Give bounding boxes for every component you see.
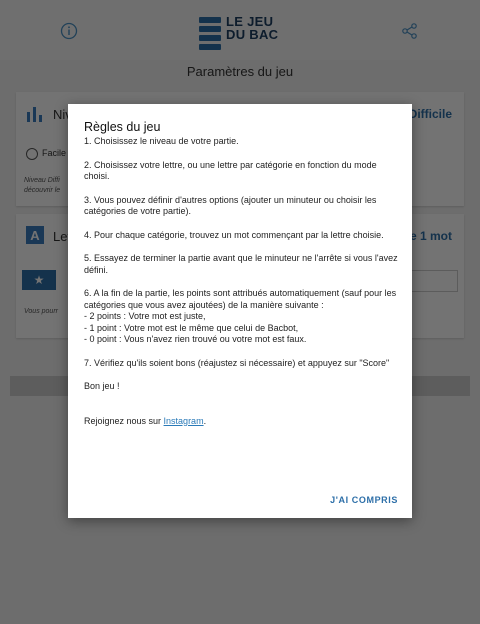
rule-2: 2. Choisissez votre lettre, ou une lettre par catégorie en fonction du mode choisi. xyxy=(84,159,377,181)
dialog-title: Règles du jeu xyxy=(84,120,161,134)
understood-button[interactable]: J'AI COMPRIS xyxy=(330,495,398,505)
rule-3: 3. Vous pouvez définir d'autres options (ajouter un minuteur ou choisir les catégories de votre partie). xyxy=(84,194,377,216)
rule-6: 6. A la fin de la partie, les points sont attribués automatiquement (sauf pour les catégories que vous avez ajoutées) de la manière suivante : - 2 points : Votre mot est juste, - 1 point : Votre mot est le même que celui de Bacbot, - 0 point : Vous n'avez rien trouvé ou votre mot est faux. xyxy=(84,288,397,344)
instagram-link[interactable]: Instagram xyxy=(163,415,204,426)
rule-4: 4. Pour chaque catégorie, trouvez un mot commençant par la lettre choisie. xyxy=(84,229,384,240)
rule-1: 1. Choisissez le niveau de votre partie. xyxy=(84,136,239,146)
rules-dialog xyxy=(68,104,412,518)
dialog-body xyxy=(84,136,402,439)
follow-text: Rejoignez nous sur Instagram. xyxy=(84,415,207,426)
closing-text: Bon jeu ! xyxy=(84,381,120,391)
rule-5: 5. Essayez de terminer la partie avant que le minuteur ne l'arrête si vous l'avez défini. xyxy=(84,253,398,275)
rule-7: 7. Vérifiez qu'ils soient bons (réajustez si nécessaire) et appuyez sur "Score" xyxy=(84,357,390,368)
